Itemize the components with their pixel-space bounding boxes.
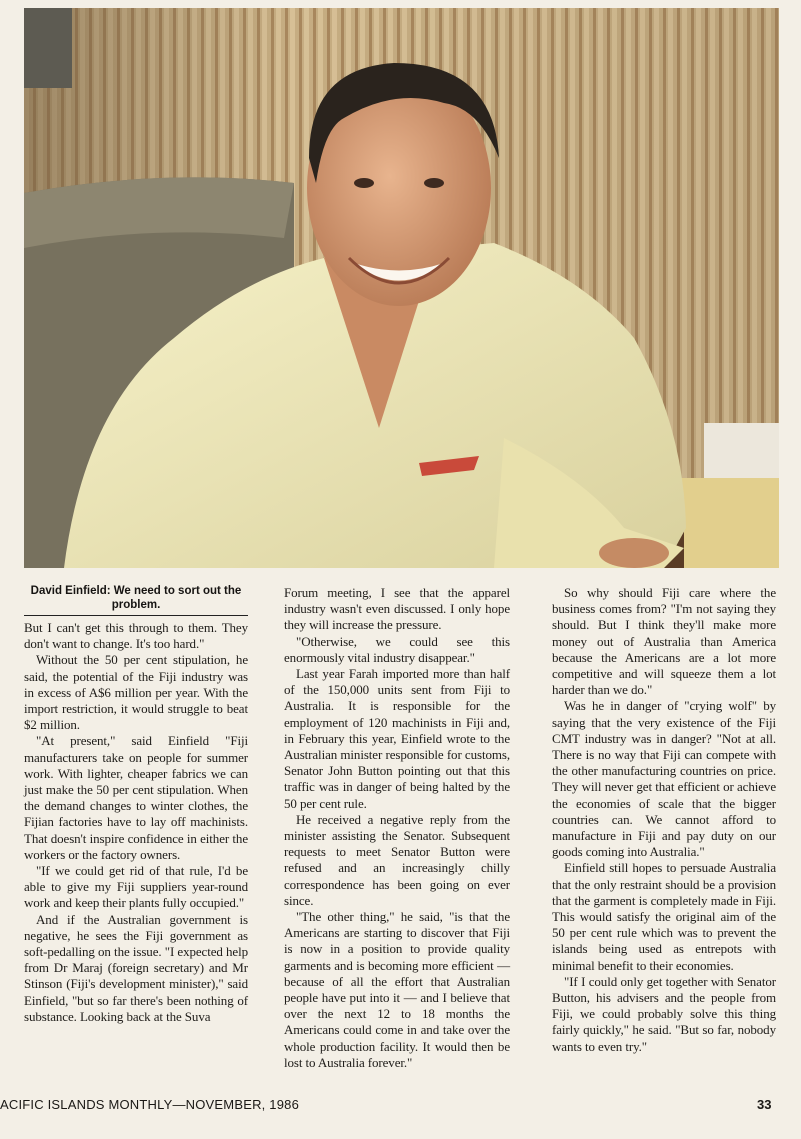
paragraph: "Otherwise, we could see this enormously vital industry disappear." <box>284 633 510 665</box>
publication-footer: ACIFIC ISLANDS MONTHLY—NOVEMBER, 1986 <box>0 1097 300 1112</box>
paragraph: Without the 50 per cent stipulation, he said, the potential of the Fiji industry was in excess of A$6 million per year. With the import restriction, it would struggle to beat $2 million. <box>24 652 248 733</box>
caption-divider <box>24 615 248 616</box>
portrait-photo <box>24 8 779 568</box>
photo-caption: David Einfield: We need to sort out the problem. <box>30 585 242 611</box>
article-column-1 <box>24 620 248 1025</box>
paragraph: "At present," said Einfield "Fiji manufacturers take on people for summer work. With lighter, cheaper fabrics we can just make the 50 per cent stipulation. When the demand changes to winter clothes, the Fijian factories have to lay off machinists. That doesn't inspire confidence in either the workers or the factory owners. <box>24 733 248 862</box>
paragraph: Last year Farah imported more than half of the 150,000 units sent from Fiji to Australia. It is responsible for the employment of 120 machinists in Fiji and, in February this year, Einfield wrote to the Australian minister responsible for customs, Senator John Button pointing out that this traffic was in danger of being halted by the 50 per cent rule. <box>284 666 510 811</box>
paragraph: "If we could get rid of that rule, I'd be able to give my Fiji suppliers year-round work and keep their plants fully occupied." <box>24 863 248 911</box>
paragraph: And if the Australian government is negative, he sees the Fiji government as soft-pedalling on the issue. "I expected help from Dr Maraj (foreign secretary) and Mr Stinson (Fiji's development minister)," said Einfield, "but so far there's been nothing of substance. Looking back at the Suva <box>24 911 248 1024</box>
article-column-3 <box>552 585 776 1055</box>
paragraph: Forum meeting, I see that the apparel industry wasn't even discussed. I only hope they will increase the pressure. <box>284 585 510 633</box>
article-column-2 <box>284 585 510 1071</box>
paragraph: But I can't get this through to them. They don't want to change. It's too hard." <box>24 620 248 652</box>
page-number: 33 <box>757 1097 772 1112</box>
paragraph: Was he in danger of "crying wolf" by saying that the very existence of the Fiji CMT industry was in danger? "Not at all. There is no way that Fiji can compete with the other manufacturing countries on price. They will never get that efficient or achieve the economies of scale that the bigger countries can. We cannot afford to manufacture in Fiji and pay duty on our goods coming into Australia." <box>552 698 776 860</box>
paragraph: "If I could only get together with Senator Button, his advisers and the people from Fiji, we could probably solve this thing fairly quickly," he said. "But so far, nobody wants to even try." <box>552 973 776 1054</box>
paragraph: So why should Fiji care where the business comes from? "I'm not saying they should. But I think they'll make more money out of Australia than America because the Americans are a lot more competitive and will squeeze them a lot harder than we do." <box>552 585 776 698</box>
paragraph: He received a negative reply from the minister assisting the Senator. Subsequent requests to meet Senator Button were refused and an increasingly chilly correspondence has been going on ever since. <box>284 811 510 908</box>
paragraph: "The other thing," he said, "is that the Americans are starting to discover that Fiji is now in a position to provide quality garments and is becoming more efficient — because of all the effort that Australian people have put into it — and I believe that over the next 12 to 18 months the Americans could come in and take over the whole production facility. It would then be lost to Australia forever." <box>284 909 510 1070</box>
paragraph: Einfield still hopes to persuade Australia that the only restraint should be a provision that the garment is completely made in Fiji. This would satisfy the original aim of the 50 per cent rule which was to prevent the islands being used as entrepots with minimal benefit to their economies. <box>552 860 776 973</box>
